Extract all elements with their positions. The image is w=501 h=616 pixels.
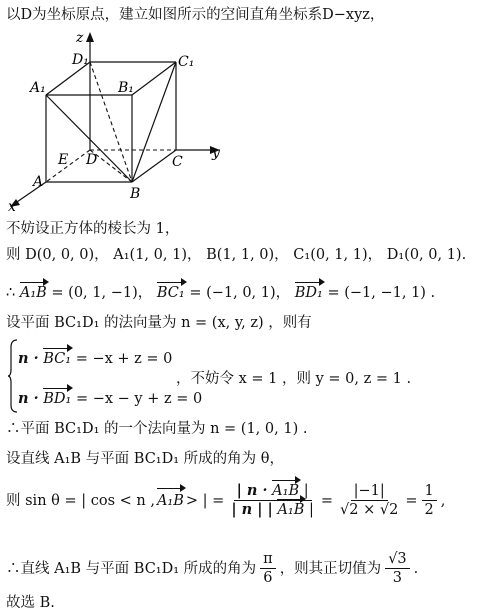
f3-numerator: 1 (422, 482, 437, 501)
f1-num-b: | (303, 483, 309, 499)
label-y: y (212, 145, 220, 161)
vectors-line (6, 284, 435, 302)
fraction-sqrt3-over-3 (385, 550, 409, 587)
f2-denominator: √2 × √2 (340, 502, 399, 518)
normal-result-line: ∴平面 BC₁D₁ 的一个法向量为 n = (1, 0, 1) . (6, 421, 308, 437)
f1-num-vector: A₁B (272, 483, 300, 499)
sys-eq2-rhs: = −x − y + z = 0 (75, 391, 203, 407)
intro-text: 以D为坐标原点，建立如图所示的空间直角坐标系D−xyz， (6, 7, 385, 23)
cube-figure (0, 22, 240, 212)
f2-numerator: |−1| (351, 482, 388, 501)
sqrt3-numerator: √3 (385, 550, 409, 569)
answer-line: 故选 B. (6, 595, 55, 611)
fraction-one-half (422, 482, 437, 519)
normal-setup-line: 设平面 BC₁D₁ 的法向量为 n = (x, y, z) ，则有 (6, 315, 312, 331)
f3-denominator: 2 (424, 502, 434, 518)
label-D1: D₁ (72, 52, 89, 68)
vector-BD1: BD₁ (294, 285, 323, 301)
fraction-dot-over-norms (228, 482, 317, 519)
f1-den-a: | n | | (231, 501, 273, 518)
sin-vector: A₁B (157, 490, 184, 512)
vector-A1B-value: = (0, 1, −1)， (51, 285, 153, 301)
system-note: ，不妨令 x = 1 ，则 y = 0, z = 1 . (176, 371, 412, 387)
system-equation-1 (18, 350, 172, 368)
conclusion-part-a: ∴直线 A₁B 与平面 BC₁D₁ 所成的角为 (6, 560, 257, 577)
vector-BD1-value: = (−1, −1, 1) . (327, 285, 436, 301)
system-equation-2 (18, 390, 202, 408)
vector-BC1: BC₁ (156, 285, 185, 301)
angle-setup-line: 设直线 A₁B 与平面 BC₁D₁ 所成的角为 θ， (6, 451, 284, 467)
label-B: B (130, 186, 141, 202)
pi-numerator: π (260, 550, 276, 569)
fraction-numeric (337, 482, 401, 519)
sin-theta-line (6, 482, 445, 519)
sin-close: > | = (185, 492, 225, 509)
coordinates-line: 则 D(0, 0, 0)， A₁(1, 0, 1)， B(1, 1, 0)， C₁(0, 1, 1)， D₁(0, 0, 1). (6, 247, 467, 263)
f1-num-a: | n · (236, 482, 268, 499)
sin-lhs: 则 sin θ = | cos < n , (6, 492, 155, 509)
equals-1: = (320, 492, 334, 509)
conclusion-part-b: ，则其正切值为 (279, 560, 382, 577)
vector-A1B: A₁B (19, 285, 47, 301)
sys-eq2-vector: BD₁ (43, 391, 72, 407)
label-A1: A₁ (30, 80, 46, 96)
label-E: E (58, 152, 69, 168)
sys-eq1-rhs: = −x + z = 0 (75, 351, 173, 367)
equals-2: = (405, 492, 418, 509)
conclusion-line (6, 550, 418, 587)
therefore-symbol: ∴ (6, 285, 16, 301)
f1-den-vector: A₁B (277, 502, 305, 518)
pi-denominator: 6 (263, 570, 273, 586)
label-A: A (33, 174, 44, 190)
sin-tail: , (440, 492, 446, 509)
conclusion-part-c: . (413, 560, 419, 577)
vector-BC1-value: = (−1, 0, 1)， (189, 285, 291, 301)
f1-den-b: | (309, 502, 314, 518)
label-x: x (8, 199, 16, 212)
label-D: D (86, 152, 98, 168)
fraction-pi-over-6 (260, 550, 276, 587)
sys-eq1-vector: BC₁ (43, 351, 72, 367)
sys-eq1-lhs: n · (18, 350, 39, 367)
system-brace (8, 339, 18, 413)
sqrt3-denominator: 3 (392, 570, 403, 586)
sys-eq2-lhs: n · (18, 390, 39, 407)
edge-length-line: 不妨设正方体的棱长为 1， (6, 221, 180, 237)
label-z: z (76, 30, 84, 46)
label-C: C (172, 154, 183, 170)
label-B1: B₁ (118, 80, 134, 96)
label-C1: C₁ (178, 54, 195, 70)
